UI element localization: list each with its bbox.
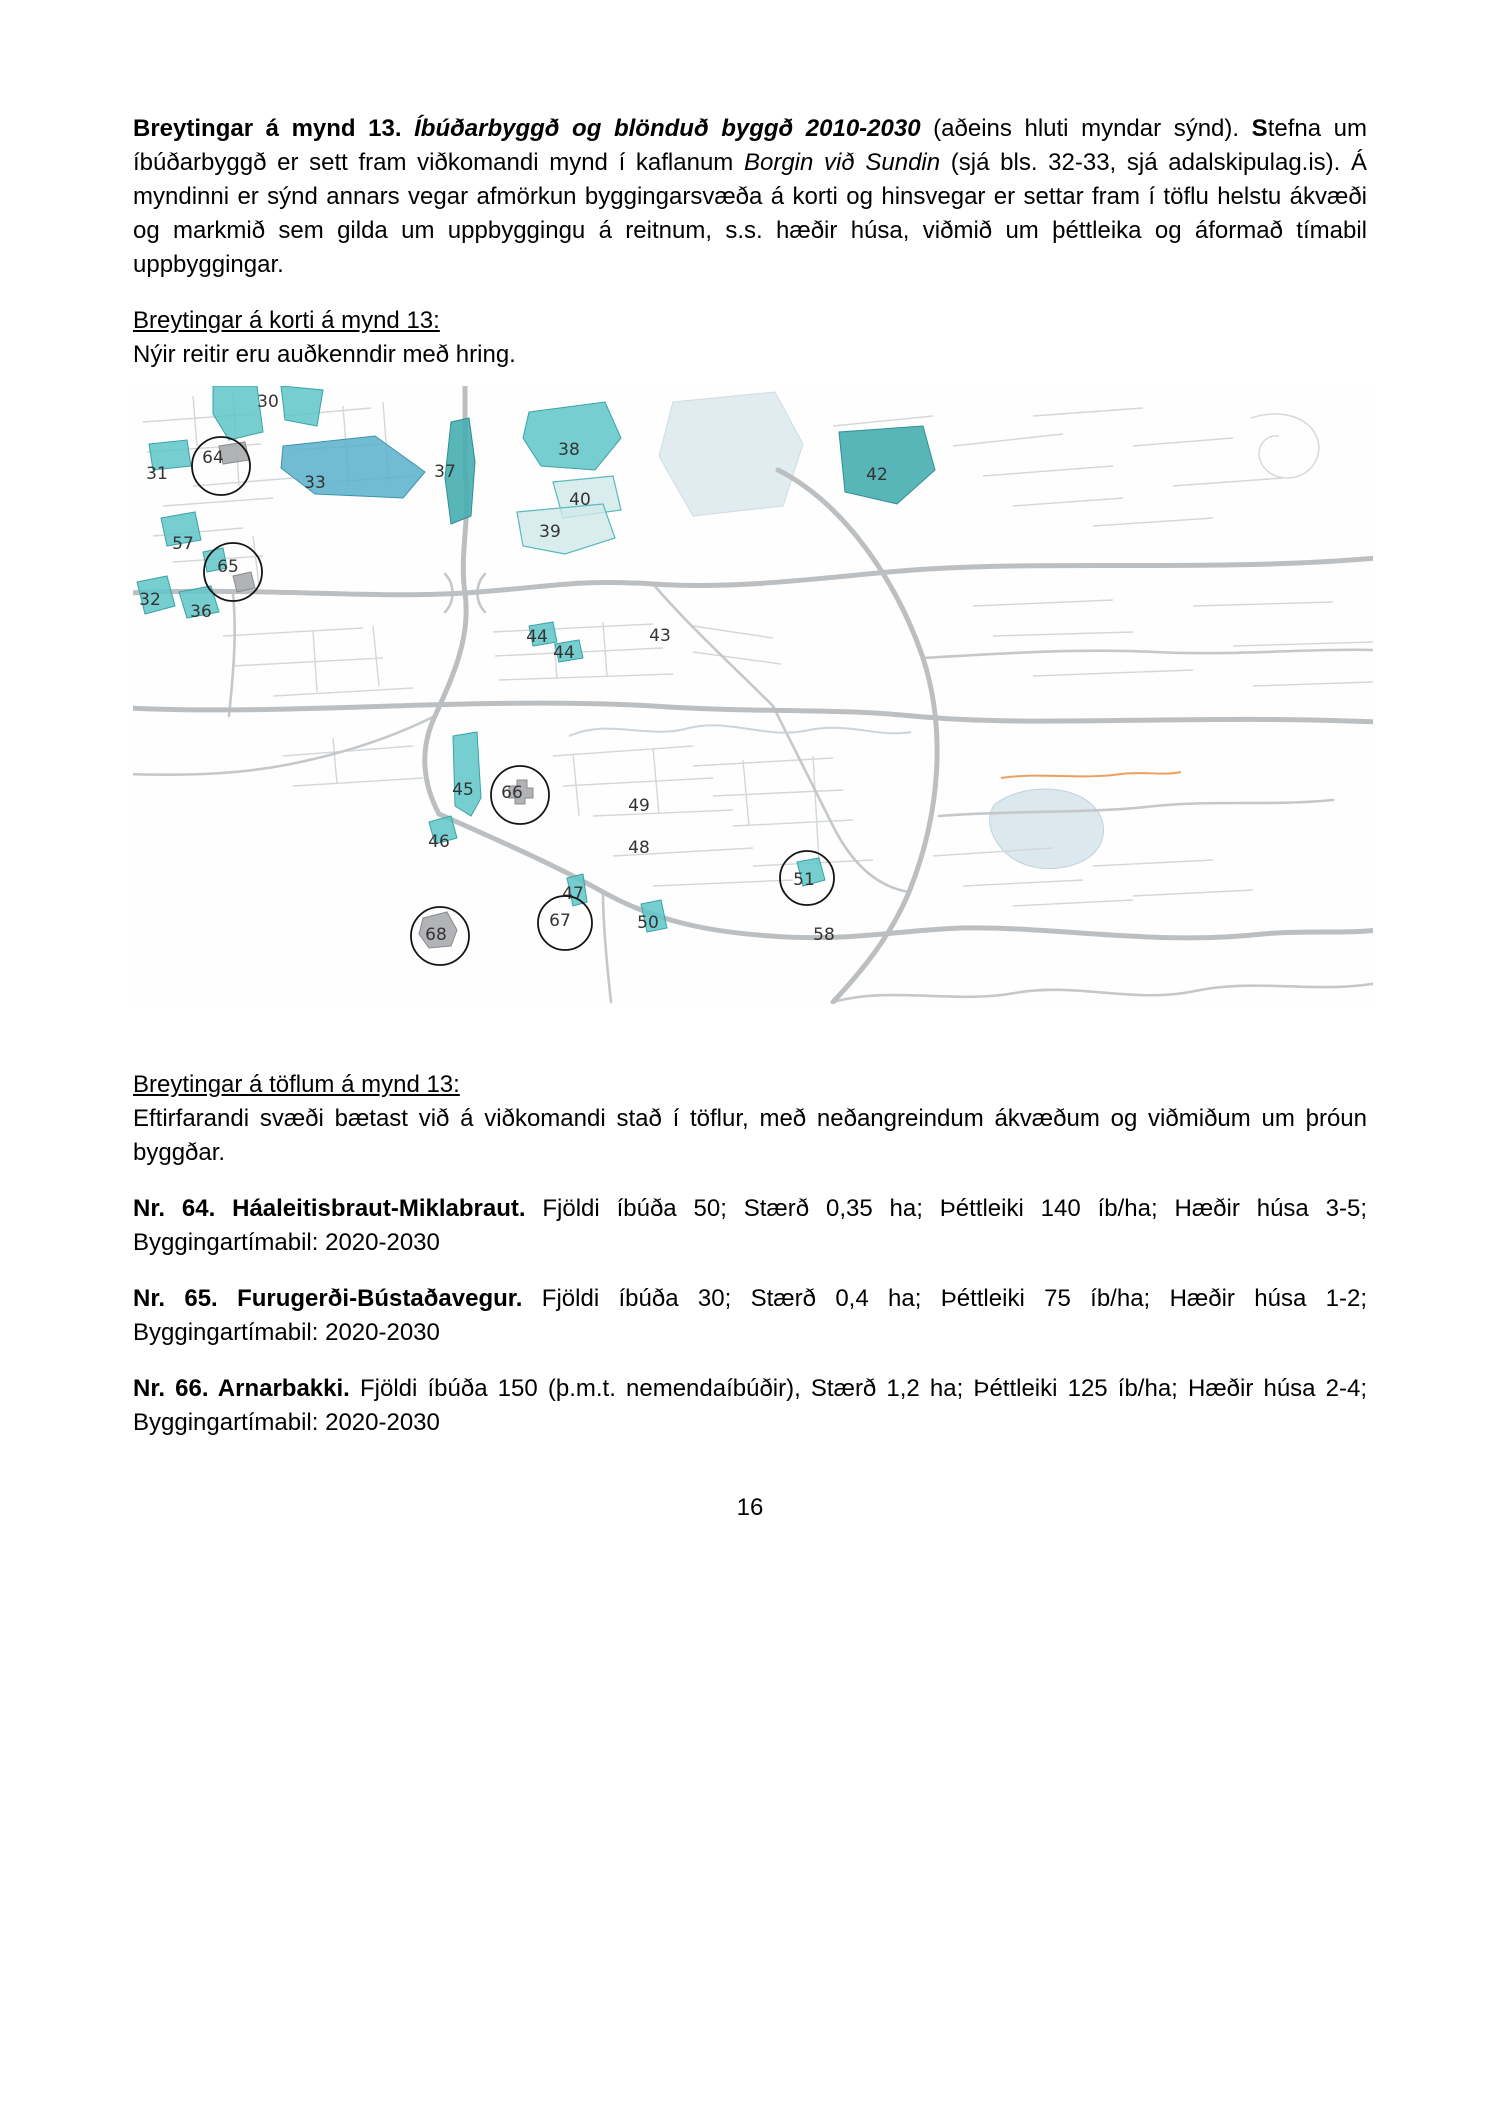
- map-marker-67: 67: [549, 911, 571, 931]
- map-figure-13-svg: [133, 386, 1373, 1004]
- intro-segment: (sjá bls. 32-33, sjá adalskipulag.is). Á myndinni er sýnd annars vegar afmörkun byggingarsvæða á korti og hinsvegar er settar fram í töflu helstu ákvæði og markmið sem gilda um uppbyggingu á reitnum, s.s. hæðir húsa, viðmið um þéttleika og áformað tímabil uppbyggingar.: [133, 149, 1368, 278]
- table-entry-64: [133, 1192, 1367, 1260]
- map-marker-33: 33: [304, 473, 326, 493]
- map-marker-65: 65: [217, 557, 239, 577]
- table-section-intro: Eftirfarandi svæði bætast við á viðkomandi stað í töflur, með neðangreindum ákvæðum og viðmiðum um þróun byggðar.: [133, 1105, 1367, 1166]
- entry-66-text: Fjöldi íbúða 150 (þ.m.t. nemendaíbúðir), Stærð 1,2 ha; Þéttleiki 125 íb/ha; Hæðir húsa 2-4; Byggingartímabil: 2020-2030: [133, 1375, 1368, 1436]
- intro-paragraph: [133, 112, 1367, 282]
- table-entry-66: [133, 1372, 1367, 1440]
- map-marker-46: 46: [428, 832, 450, 852]
- map-marker-36: 36: [190, 602, 212, 622]
- entry-64-label: Nr. 64. Háaleitisbraut-Miklabraut.: [133, 1195, 526, 1222]
- entry-65-label: Nr. 65. Furugerði-Bústaðavegur.: [133, 1285, 523, 1312]
- map-figure: [133, 386, 1373, 1004]
- entry-65-text: Fjöldi íbúða 30; Stærð 0,4 ha; Þéttleiki 75 íb/ha; Hæðir húsa 1-2; Byggingartímabil: 2020-2030: [133, 1285, 1367, 1346]
- map-marker-32: 32: [139, 590, 161, 610]
- map-marker-30: 30: [257, 392, 279, 412]
- intro-segment: S: [1251, 115, 1268, 142]
- map-marker-43: 43: [649, 626, 671, 646]
- map-marker-57: 57: [172, 534, 194, 554]
- table-section-heading: Breytingar á töflum á mynd 13:: [133, 1071, 460, 1098]
- map-marker-45: 45: [452, 780, 474, 800]
- map-marker-42: 42: [866, 465, 888, 485]
- map-area-45: [453, 732, 481, 816]
- intro-segment: (aðeins hluti myndar sýnd).: [920, 115, 1252, 142]
- map-marker-44: 44: [553, 643, 575, 663]
- map-marker-48: 48: [628, 838, 650, 858]
- map-marker-51: 51: [793, 870, 815, 890]
- map-marker-44: 44: [526, 627, 548, 647]
- map-marker-31: 31: [146, 464, 168, 484]
- map-area-30b: [281, 386, 323, 426]
- map-marker-68: 68: [425, 925, 447, 945]
- entry-64-text: Fjöldi íbúða 50; Stærð 0,35 ha; Þéttleiki 140 íb/ha; Hæðir húsa 3-5; Byggingartímabil: 2020-2030: [133, 1195, 1367, 1256]
- intro-segment: Borgin við Sundin: [743, 149, 941, 176]
- map-marker-37: 37: [434, 462, 456, 482]
- page-number: 16: [736, 1494, 764, 1521]
- map-marker-58: 58: [813, 925, 835, 945]
- map-marker-39: 39: [539, 522, 561, 542]
- map-marker-47: 47: [562, 884, 584, 904]
- intro-segment: Breytingar á mynd 13.: [133, 115, 415, 142]
- map-marker-64: 64: [202, 448, 224, 468]
- map-marker-49: 49: [628, 796, 650, 816]
- map-section-heading: Breytingar á korti á mynd 13:: [133, 307, 440, 334]
- table-entry-65: [133, 1282, 1367, 1350]
- entry-66-label: Nr. 66. Arnarbakki.: [133, 1375, 350, 1402]
- map-marker-40: 40: [569, 490, 591, 510]
- map-marker-50: 50: [637, 913, 659, 933]
- map-marker-66: 66: [501, 783, 523, 803]
- intro-segment: tefna um íbúðarbyggð er sett fram viðkomandi mynd í kaflanum: [133, 115, 1368, 176]
- map-section-subtext: Nýir reitir eru auðkenndir með hring.: [133, 341, 516, 368]
- page-content: [0, 112, 1500, 1522]
- intro-segment: Íbúðarbyggð og blönduð byggð 2010-2030: [414, 115, 921, 142]
- map-marker-38: 38: [558, 440, 580, 460]
